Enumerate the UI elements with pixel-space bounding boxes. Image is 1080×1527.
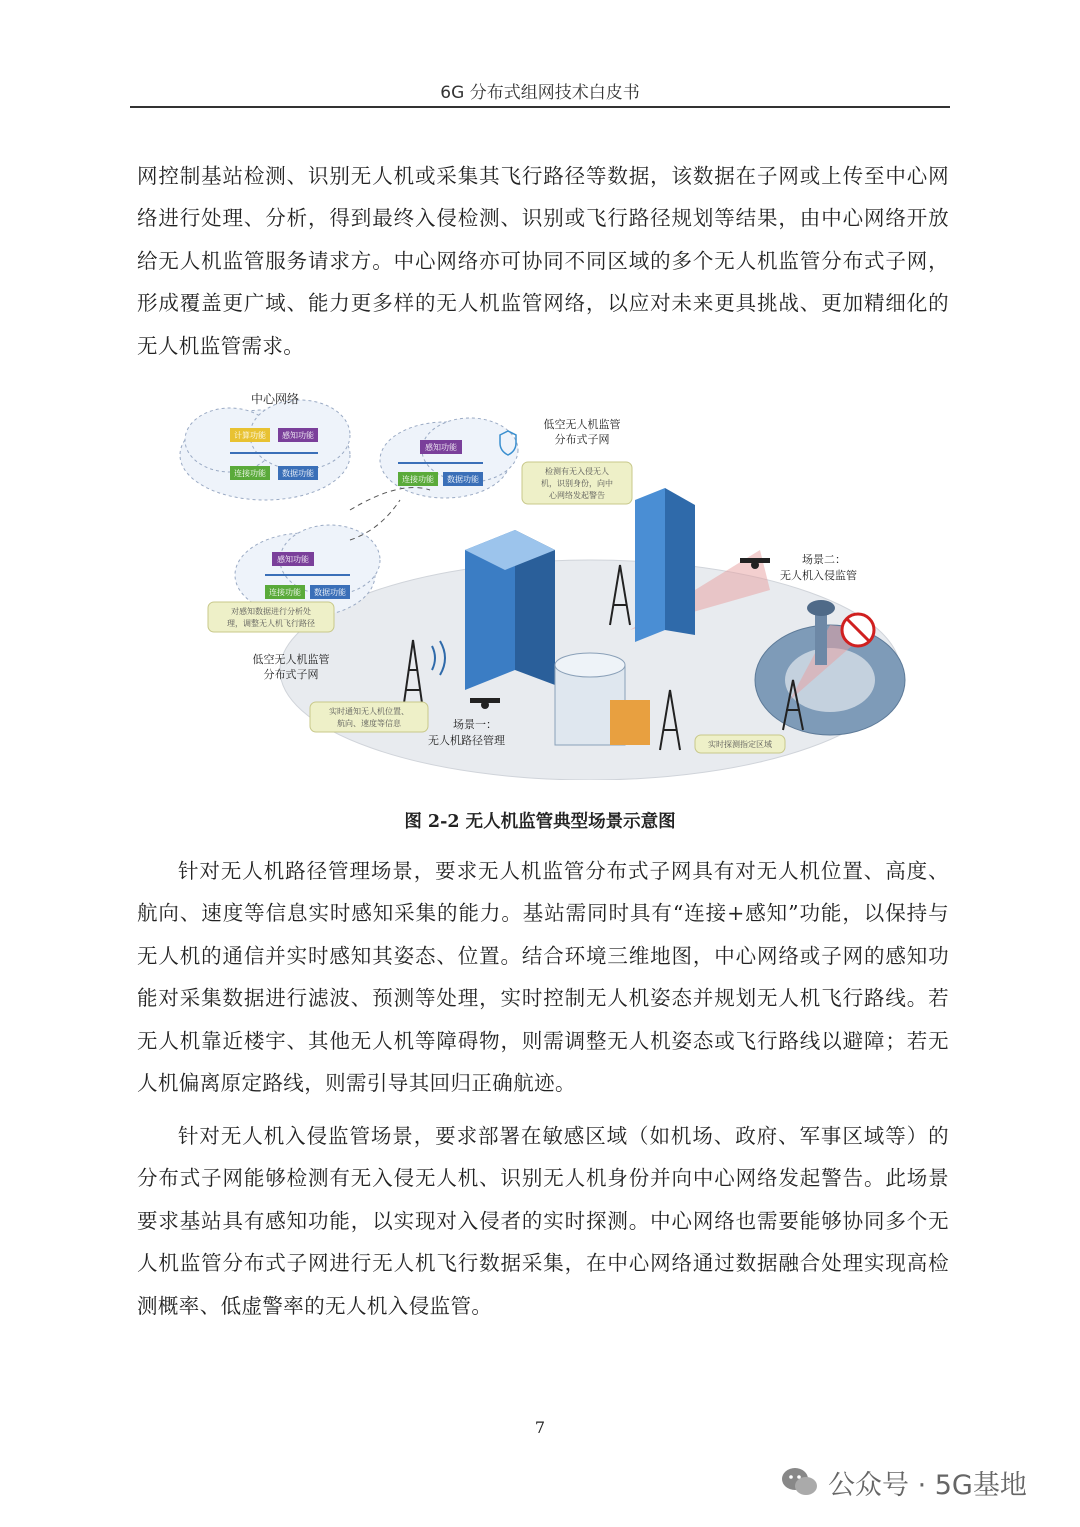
right-subnet-cloud <box>380 418 518 498</box>
paragraph-3: 针对无人机入侵监管场景，要求部署在敏感区域（如机场、政府、军事区域等）的分布式子网能够检测有无入侵无人机、识别无人机身份并向中心网络发起警告。此场景要求基站具有感知功能，以实现对入侵者的实时探测。中心网络也需要能够协同多个无人机监管分布式子网进行无人机飞行数据采集，在中心网络通过数据融合处理实现高检测概率、低虚警率的无人机入侵监管。 <box>137 1124 949 1318</box>
svg-text:感知功能: 感知功能 <box>277 555 309 564</box>
svg-text:理，调整无人机飞行路径: 理，调整无人机飞行路径 <box>227 619 315 628</box>
svg-text:实时探测指定区域: 实时探测指定区域 <box>708 740 772 749</box>
sense-func-label: 感知功能 <box>282 431 314 440</box>
data-func-label: 数据功能 <box>282 469 314 478</box>
center-network-cloud <box>180 400 350 500</box>
watermark-text: 公众号 · 5G基地 <box>828 1469 1027 1501</box>
scene2-label-b: 无人机入侵监管 <box>780 569 857 582</box>
svg-text:心网络发起警告: 心网络发起警告 <box>549 491 605 500</box>
page-number: 7 <box>534 1418 546 1437</box>
right-subnet-title-1: 低空无人机监管 <box>543 418 621 431</box>
paragraph-1: 网控制基站检测、识别无人机或采集其飞行路径等数据，该数据在子网或上传至中心网络进行处理、分析，得到最终入侵检测、识别或飞行路径规划等结果，由中心网络开放给无人机监管服务请求方。中心网络亦可协同不同区域的多个无人机监管分布式子网，形成覆盖更广域、能力更多样的无人机监管网络，以应对未来更具挑战、更加精细化的无人机监管需求。 <box>137 164 949 358</box>
svg-text:连接功能: 连接功能 <box>402 475 434 484</box>
no-drone-icon <box>842 614 874 646</box>
svg-text:对感知数据进行分析处: 对感知数据进行分析处 <box>231 607 311 616</box>
figure-caption: 图 2-2 无人机监管典型场景示意图 <box>404 812 676 832</box>
svg-text:实时通知无人机位置、: 实时通知无人机位置、 <box>329 707 409 716</box>
control-tower <box>815 610 827 665</box>
building-tower <box>635 488 695 642</box>
header-rule <box>130 106 950 108</box>
wechat-icon <box>780 1466 820 1498</box>
svg-text:感知功能: 感知功能 <box>425 443 457 452</box>
scene2-label-a: 场景二： <box>802 553 846 566</box>
scene1-label-b: 无人机路径管理 <box>428 734 505 747</box>
svg-text:数据功能: 数据功能 <box>314 588 346 597</box>
left-subnet-title-1: 低空无人机监管 <box>252 653 330 666</box>
svg-text:机，识别身份，向中: 机，识别身份，向中 <box>541 479 613 488</box>
connect-func-label: 连接功能 <box>234 469 266 478</box>
paragraph-2: 针对无人机路径管理场景，要求无人机监管分布式子网具有对无人机位置、高度、航向、速度等信息实时感知采集的能力。基站需同时具有“连接+感知”功能，以保持与无人机的通信并实时感知其姿态、位置。结合环境三维地图，中心网络或子网的感知功能对采集数据进行滤波、预测等处理，实时控制无人机姿态并规划无人机飞行路线。若无人机靠近楼宇、其他无人机等障碍物，则需调整无人机姿态或飞行路线以避障；若无人机偏离原定路线，则需引导其回归正确航迹。 <box>137 859 949 1096</box>
compute-func-label: 计算功能 <box>234 431 266 440</box>
page-header: 6G 分布式组网技术白皮书 <box>440 83 640 103</box>
left-subnet-title-2: 分布式子网 <box>263 668 319 681</box>
svg-text:连接功能: 连接功能 <box>269 588 301 597</box>
svg-text:航向、速度等信息: 航向、速度等信息 <box>337 719 401 728</box>
center-network-label: 中心网络 <box>250 392 300 406</box>
drone-regulation-figure <box>170 380 910 780</box>
building-left <box>465 530 555 690</box>
svg-text:检测有无入侵无人: 检测有无入侵无人 <box>545 467 609 476</box>
scene1-label-a: 场景一： <box>453 718 497 731</box>
watermark <box>780 1460 1027 1504</box>
right-subnet-title-2: 分布式子网 <box>554 433 610 446</box>
svg-text:数据功能: 数据功能 <box>447 475 479 484</box>
